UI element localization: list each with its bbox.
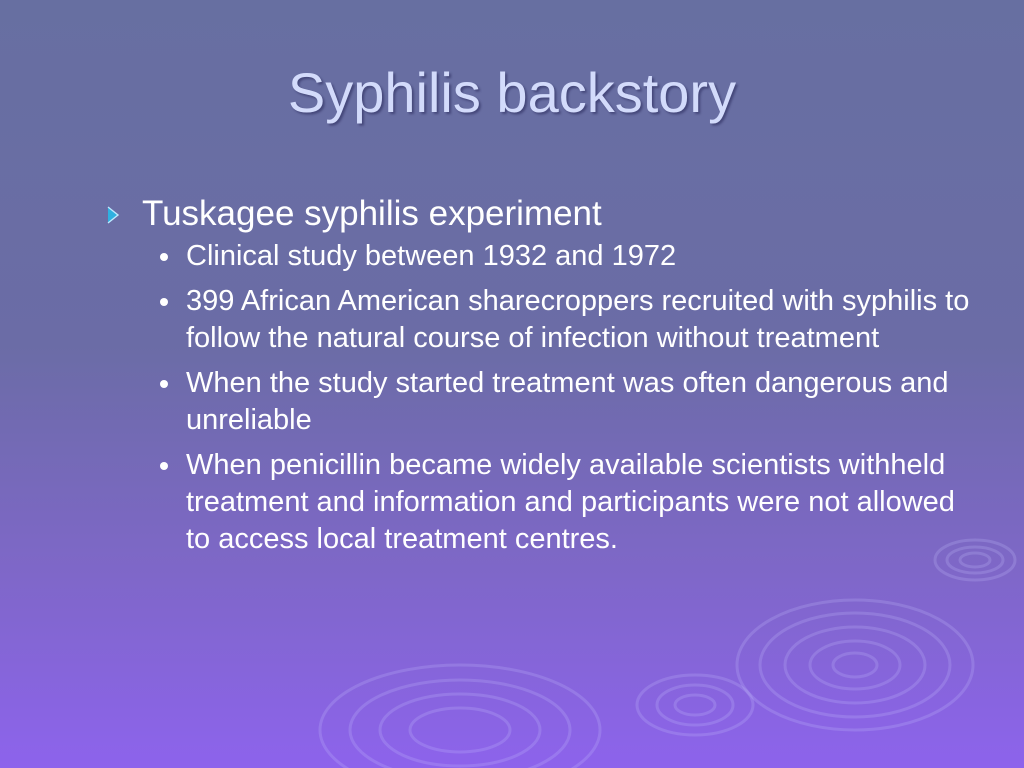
arrow-bullet-icon xyxy=(104,203,128,227)
sub-bullet xyxy=(104,447,984,558)
dot-bullet-icon xyxy=(160,253,168,261)
sub-bullet-text: When the study started treatment was often dangerous and unreliable xyxy=(186,367,949,436)
sub-bullet-text: 399 African American sharecroppers recruited with syphilis to follow the natural course of infection without treatment xyxy=(186,285,970,354)
dot-bullet-icon xyxy=(160,298,168,306)
sub-bullet-text: When penicillin became widely available scientists withheld treatment and information and participants were not allowed to access local treatment centres. xyxy=(186,449,955,555)
sub-bullet-list xyxy=(104,238,984,558)
bullet-level1-text: Tuskagee syphilis experiment xyxy=(142,194,602,233)
bullet-level1 xyxy=(104,193,984,235)
slide-title: Syphilis backstory xyxy=(287,61,737,124)
sub-bullet xyxy=(104,365,984,439)
sub-bullet xyxy=(104,283,984,357)
dot-bullet-icon xyxy=(160,462,168,470)
slide-body xyxy=(104,193,984,566)
sub-bullet-text: Clinical study between 1932 and 1972 xyxy=(186,240,677,272)
sub-bullet xyxy=(104,238,984,275)
dot-bullet-icon xyxy=(160,380,168,388)
